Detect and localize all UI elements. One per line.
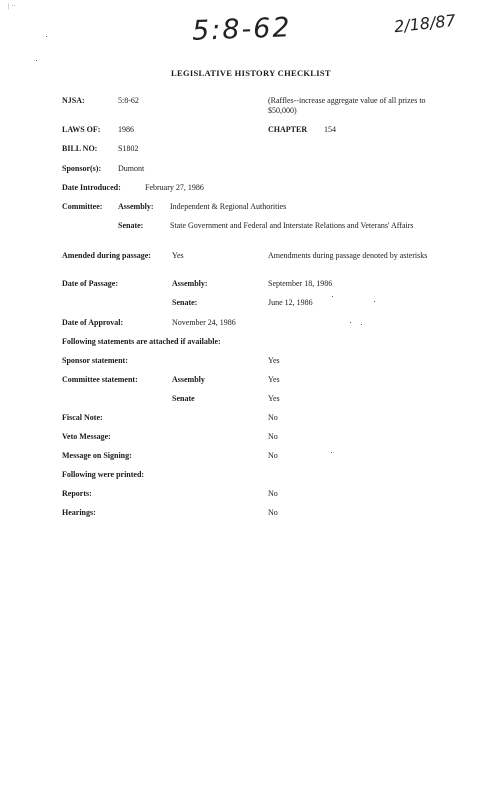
passage-senate-value: June 12, 1986: [268, 298, 313, 307]
scan-speck: [36, 60, 37, 61]
statements-heading: Following statements are attached if available:: [62, 337, 221, 346]
sponsor-value: Dumont: [118, 164, 145, 173]
date-introduced-value: February 27, 1986: [145, 183, 204, 192]
committee-assembly-value: Independent & Regional Authorities: [170, 202, 287, 211]
committee-senate-value: State Government and Federal and Interstate Relations and Veterans' Affairs: [170, 221, 414, 230]
scan-speck: [361, 324, 362, 325]
scan-speck: [374, 301, 375, 302]
amended-value: Yes: [172, 251, 184, 260]
hearings-label: Hearings:: [62, 508, 96, 517]
committee-statement-label: Committee statement:: [62, 375, 138, 384]
handwritten-date: 2/18/87: [393, 10, 457, 37]
committee-label: Committee:: [62, 202, 103, 211]
sponsor-statement-value: Yes: [268, 356, 280, 365]
date-of-approval-value: November 24, 1986: [172, 318, 236, 327]
committee-statement-senate-value: Yes: [268, 394, 280, 403]
scan-speck: [350, 322, 351, 323]
laws-of-label: LAWS OF:: [62, 125, 101, 134]
veto-message-label: Veto Message:: [62, 432, 111, 441]
committee-assembly-label: Assembly:: [118, 202, 154, 211]
scan-speck: [331, 452, 332, 453]
amended-note: Amendments during passage denoted by asterisks: [268, 251, 428, 260]
sponsor-label: Sponsor(s):: [62, 164, 102, 173]
njsa-note: (Raffles--increase aggregate value of all prizes to $50,000): [268, 96, 426, 115]
page-title: LEGISLATIVE HISTORY CHECKLIST: [171, 68, 331, 78]
message-on-signing-value: No: [268, 451, 278, 460]
date-of-passage-label: Date of Passage:: [62, 279, 118, 288]
committee-senate-label: Senate:: [118, 221, 144, 230]
committee-statement-assembly-value: Yes: [268, 375, 280, 384]
date-introduced-label: Date Introduced:: [62, 183, 121, 192]
bill-no-value: S1802: [118, 144, 139, 153]
reports-label: Reports:: [62, 489, 92, 498]
amended-label: Amended during passage:: [62, 251, 151, 260]
laws-of-value: 1986: [118, 125, 134, 134]
passage-assembly-value: September 18, 1986: [268, 279, 333, 288]
njsa-label: NJSA:: [62, 96, 85, 105]
scan-speck: [46, 36, 47, 37]
reports-value: No: [268, 489, 278, 498]
passage-assembly-label: Assembly:: [172, 279, 208, 288]
handwritten-statute-number: 5:8-62: [191, 12, 293, 47]
chapter-value: 154: [324, 125, 336, 134]
printed-heading: Following were printed:: [62, 470, 145, 479]
committee-statement-assembly-label: Assembly: [172, 375, 205, 384]
date-of-approval-label: Date of Approval:: [62, 318, 124, 327]
fiscal-note-label: Fiscal Note:: [62, 413, 103, 422]
corner-mark: | ··: [8, 2, 16, 10]
fiscal-note-value: No: [268, 413, 278, 422]
committee-statement-senate-label: Senate: [172, 394, 195, 403]
hearings-value: No: [268, 508, 278, 517]
message-on-signing-label: Message on Signing:: [62, 451, 132, 460]
passage-senate-label: Senate:: [172, 298, 198, 307]
veto-message-value: No: [268, 432, 278, 441]
bill-no-label: BILL NO:: [62, 144, 98, 153]
scan-speck: [332, 296, 333, 297]
njsa-value: 5:8-62: [118, 96, 139, 105]
sponsor-statement-label: Sponsor statement:: [62, 356, 128, 365]
chapter-label: CHAPTER: [268, 125, 308, 134]
